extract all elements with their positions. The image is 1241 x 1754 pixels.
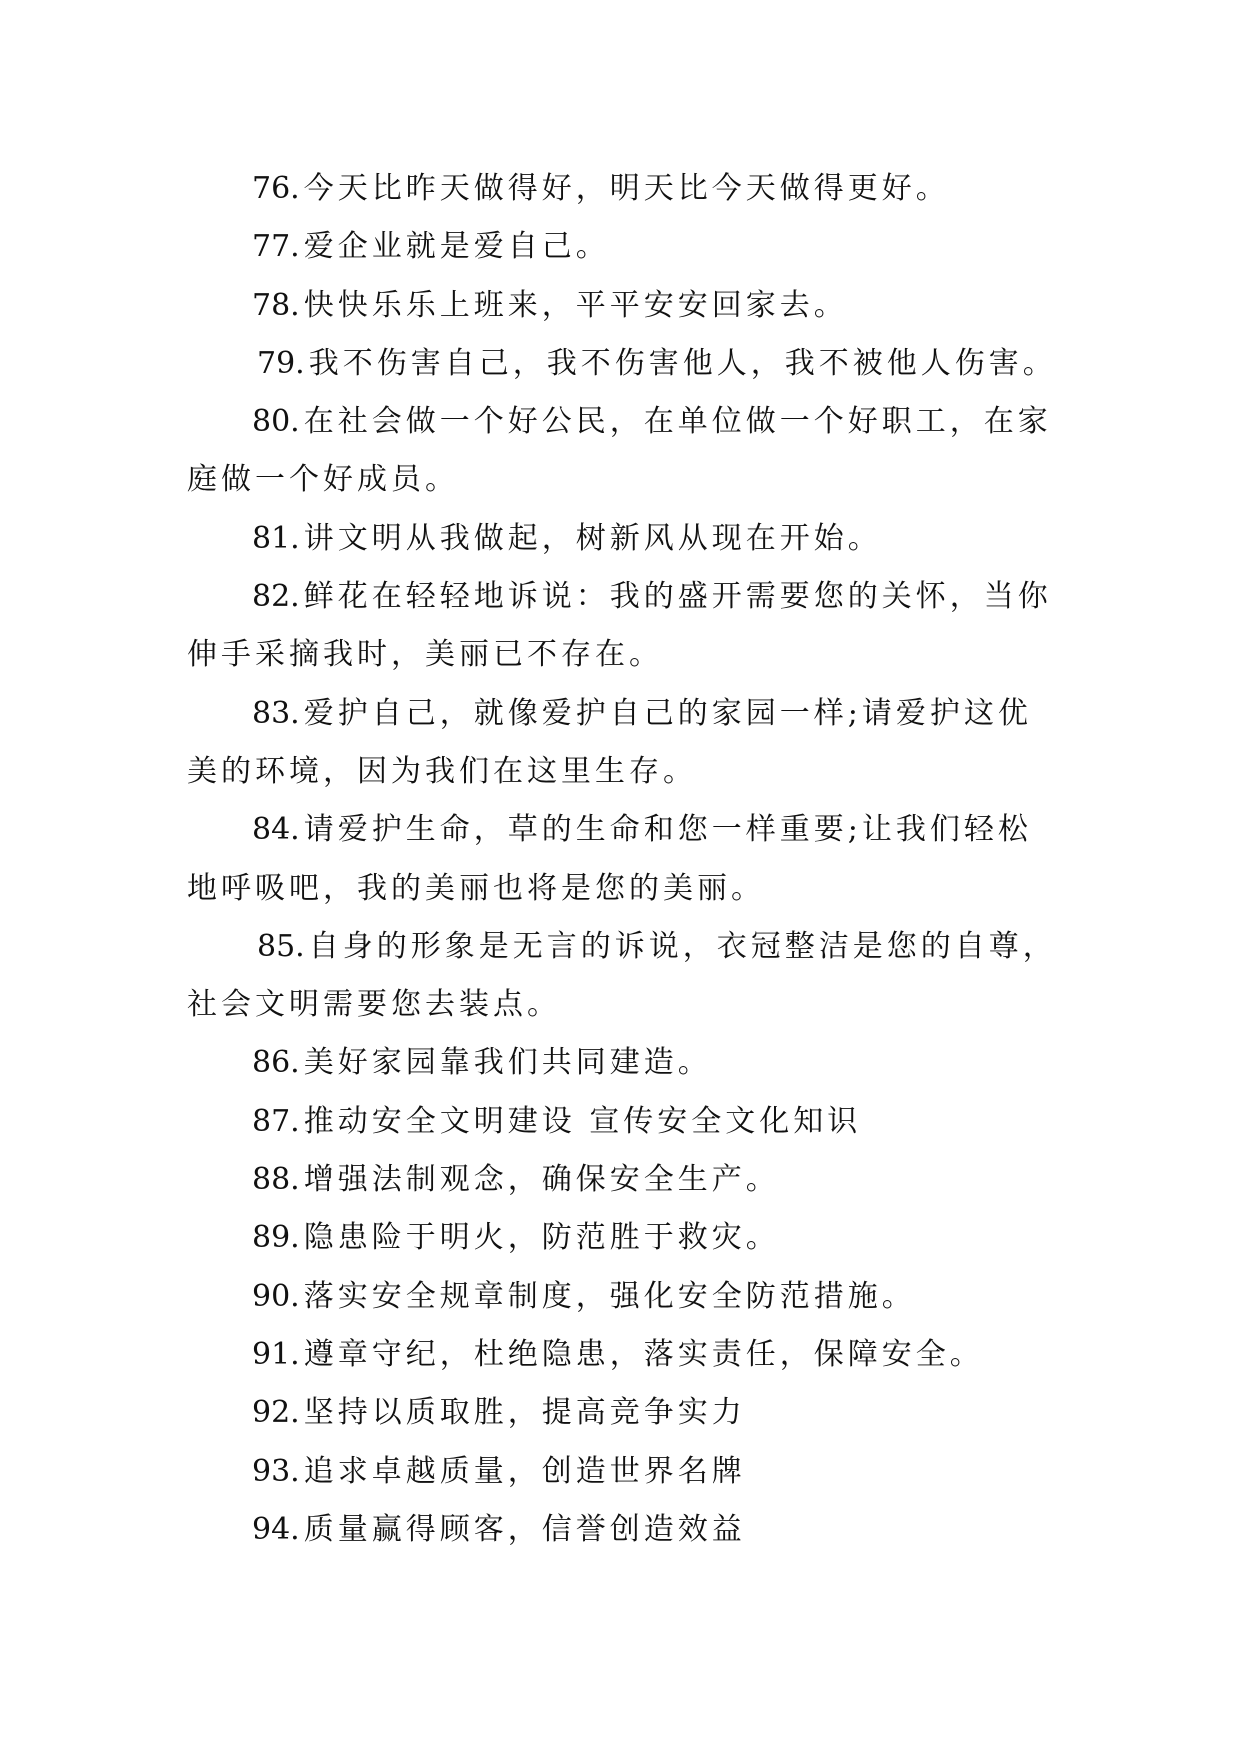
list-item-94 xyxy=(187,1501,1047,1559)
item-text: 今天比昨天做得好，明天比今天做得更好。 xyxy=(303,171,950,206)
item-text: 推动安全文明建设 宣传安全文化知识 xyxy=(303,1103,862,1139)
list-item-87 xyxy=(187,1093,1047,1151)
item-text-continuation: 地呼吸吧，我的美丽也将是您的美丽。 xyxy=(187,870,765,906)
list-item-81 xyxy=(187,510,1047,568)
item-number: 79. xyxy=(257,345,305,381)
item-text: 隐患险于明火，防范胜于救灾。 xyxy=(303,1220,780,1256)
list-item-84 xyxy=(187,801,1047,918)
item-text: 增强法制观念，确保安全生产。 xyxy=(303,1162,780,1198)
list-item-79 xyxy=(187,335,1057,393)
item-text: 遵章守纪，杜绝隐患，落实责任，保障安全。 xyxy=(303,1336,984,1372)
item-number: 93. xyxy=(252,1453,300,1489)
item-number: 86. xyxy=(252,1045,300,1081)
list-item-77 xyxy=(187,218,1047,276)
item-text-continuation: 伸手采摘我时，美丽已不存在。 xyxy=(187,637,663,673)
list-item-93 xyxy=(187,1443,1047,1501)
list-item-91 xyxy=(187,1326,1047,1384)
item-number: 90. xyxy=(252,1278,300,1314)
list-item-89 xyxy=(187,1209,1047,1267)
list-item-76 xyxy=(187,160,1047,218)
item-text: 爱护自己，就像爱护自己的家园一样;请爱护这优 xyxy=(303,695,1032,731)
item-text: 请爱护生命，草的生命和您一样重要;让我们轻松 xyxy=(303,812,1032,848)
list-item-90 xyxy=(187,1268,1047,1326)
item-number: 87. xyxy=(252,1103,300,1139)
item-number: 81. xyxy=(252,520,300,556)
list-item-82 xyxy=(187,568,1052,685)
list-item-78 xyxy=(187,277,1047,335)
item-number: 83. xyxy=(252,695,300,731)
item-text-continuation: 社会文明需要您去装点。 xyxy=(187,987,561,1023)
item-number: 88. xyxy=(252,1162,300,1198)
item-number: 80. xyxy=(252,404,300,440)
item-text: 追求卓越质量，创造世界名牌 xyxy=(303,1453,746,1489)
item-text: 快快乐乐上班来，平平安安回家去。 xyxy=(303,287,848,323)
list-item-80 xyxy=(187,393,1052,510)
item-text-continuation: 美的环境，因为我们在这里生存。 xyxy=(187,753,697,789)
item-text: 讲文明从我做起，树新风从现在开始。 xyxy=(303,520,882,556)
item-number: 89. xyxy=(252,1220,300,1256)
item-text: 我不伤害自己，我不伤害他人，我不被他人伤害。 xyxy=(308,345,1057,381)
item-text: 爱企业就是爱自己。 xyxy=(303,229,610,265)
item-number: 82. xyxy=(252,579,300,615)
item-number: 77. xyxy=(252,229,300,265)
item-number: 78. xyxy=(252,287,300,323)
item-text: 落实安全规章制度，强化安全防范措施。 xyxy=(303,1278,916,1314)
item-text-continuation: 庭做一个好成员。 xyxy=(187,462,459,498)
item-number: 92. xyxy=(252,1395,300,1431)
item-text: 在社会做一个好公民，在单位做一个好职工，在家 xyxy=(303,404,1052,440)
item-text: 质量赢得顾客，信誉创造效益 xyxy=(303,1511,746,1547)
item-number: 85. xyxy=(257,928,305,964)
list-item-85 xyxy=(187,918,1057,1035)
item-text: 坚持以质取胜，提高竞争实力 xyxy=(303,1395,746,1431)
item-number: 94. xyxy=(252,1511,300,1547)
list-item-83 xyxy=(187,685,1047,802)
list-item-88 xyxy=(187,1151,1047,1209)
slogan-list xyxy=(187,160,1057,1559)
item-text: 美好家园靠我们共同建造。 xyxy=(303,1045,712,1081)
item-number: 91. xyxy=(252,1336,300,1372)
list-item-92 xyxy=(187,1384,1047,1442)
item-text: 自身的形象是无言的诉说，衣冠整洁是您的自尊， xyxy=(308,928,1057,964)
item-number: 76. xyxy=(252,171,300,206)
item-text: 鲜花在轻轻地诉说：我的盛开需要您的关怀，当你 xyxy=(303,579,1052,615)
list-item-86 xyxy=(187,1034,1047,1092)
item-number: 84. xyxy=(252,812,300,848)
